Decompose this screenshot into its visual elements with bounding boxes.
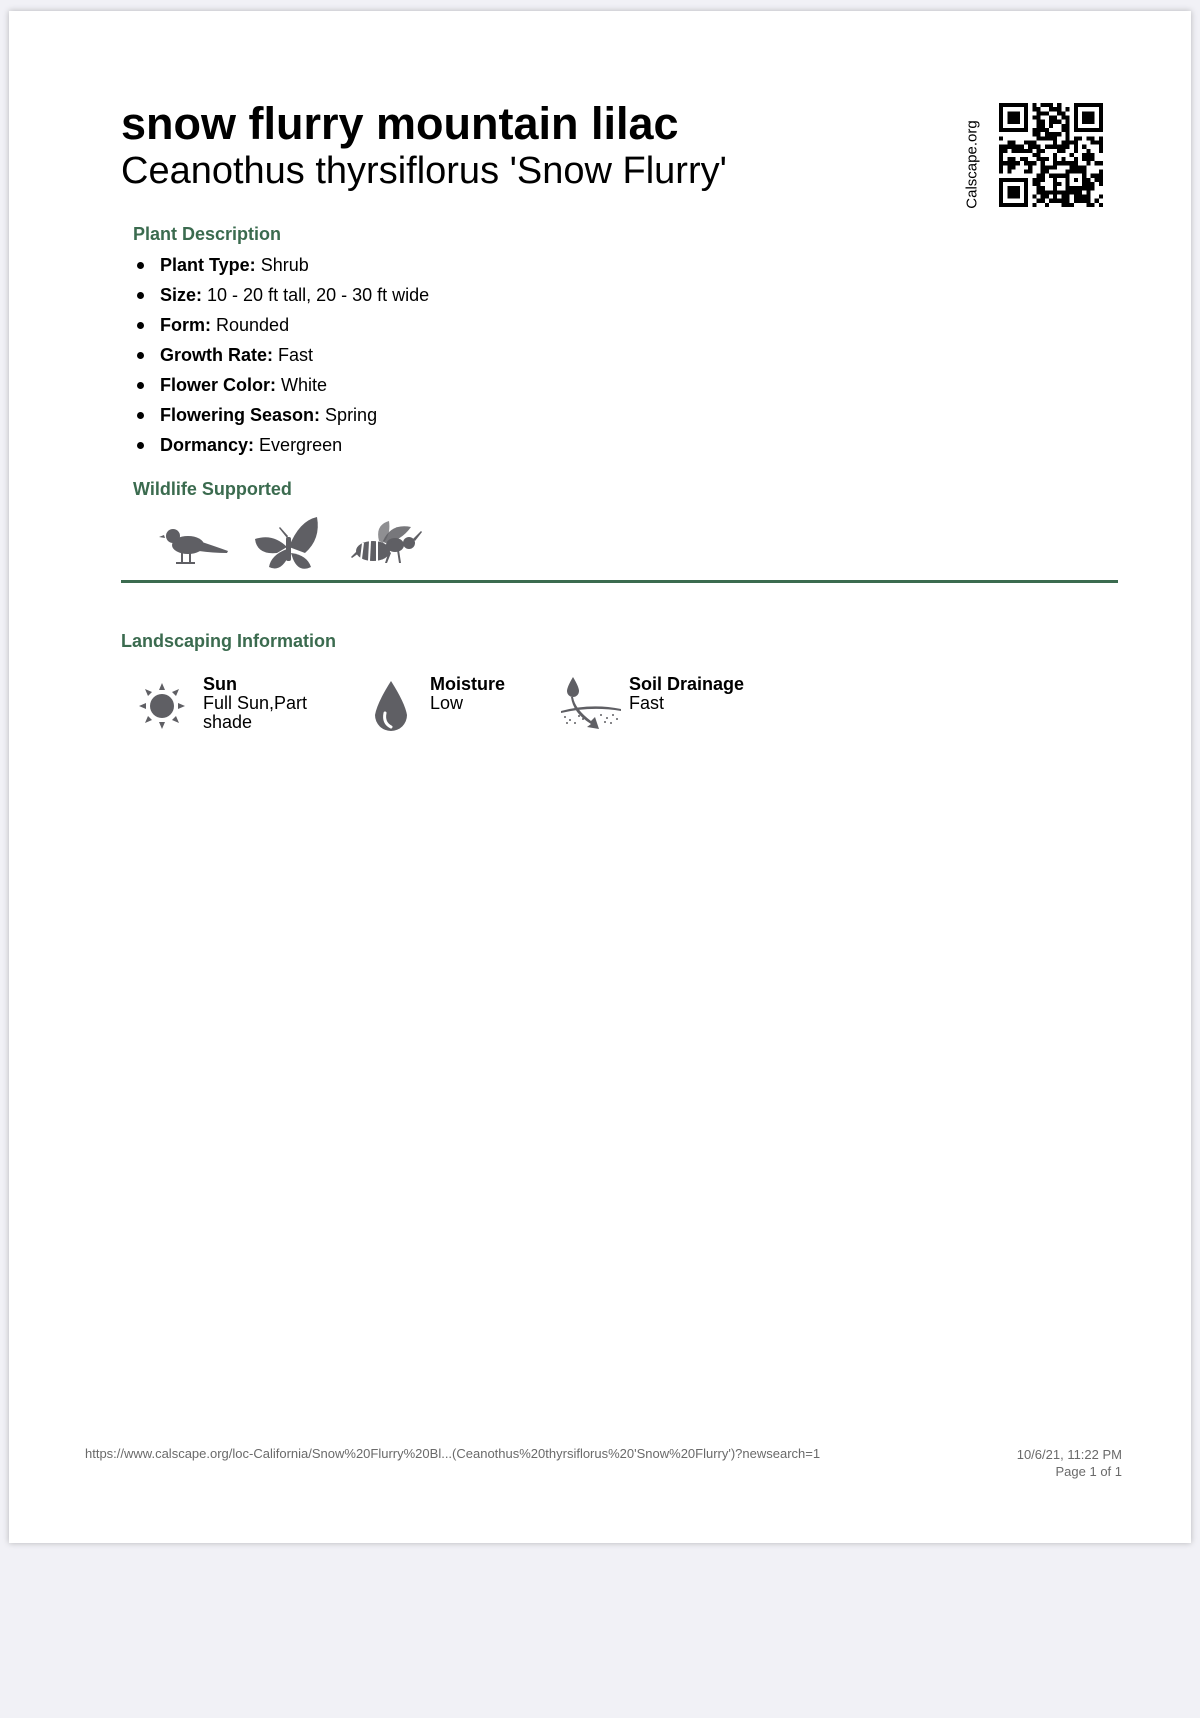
plant-scientific-name: Ceanothus thyrsiflorus 'Snow Flurry' <box>121 150 727 192</box>
printed-page <box>9 11 1191 1543</box>
list-item: Growth Rate: Fast <box>135 340 429 370</box>
landscaping-sun: Sun Full Sun,Part shade <box>203 674 308 732</box>
landscaping-heading: Landscaping Information <box>121 631 337 651</box>
footer-datetime: 10/6/21, 11:22 PM <box>1016 1447 1122 1462</box>
list-item: Flowering Season: Spring <box>135 400 429 430</box>
list-item: Plant Type: Shrub <box>135 250 429 280</box>
bee-icon <box>349 517 425 569</box>
bird-icon <box>159 521 231 569</box>
list-item: Form: Rounded <box>135 310 429 340</box>
butterfly-icon <box>253 515 325 573</box>
landscaping-moisture: Moisture Low <box>430 674 506 713</box>
water-drop-icon <box>371 679 411 735</box>
qr-label: Calscape.org <box>963 119 981 209</box>
list-item: Dormancy: Evergreen <box>135 430 429 460</box>
footer-url[interactable]: https://www.calscape.org/loc-California/Snow%20Flurry%20Bl...(Ceanothus%20thyrsiflorus%20'Snow%20Flurry')?newsearch=1 <box>85 1446 821 1461</box>
section-divider <box>121 580 1118 583</box>
plant-description-list <box>135 250 429 460</box>
landscaping-soil-drainage: Soil Drainage Fast <box>629 674 745 713</box>
soil-drainage-icon <box>561 675 621 733</box>
footer-page-number: Page 1 of 1 <box>1055 1464 1122 1479</box>
list-item: Flower Color: White <box>135 370 429 400</box>
qr-code-icon[interactable] <box>999 103 1103 207</box>
plant-description-heading: Plant Description <box>133 224 282 244</box>
footer-meta <box>969 1446 1122 1480</box>
sun-icon <box>137 681 187 731</box>
list-item: Size: 10 - 20 ft tall, 20 - 30 ft wide <box>135 280 429 310</box>
plant-common-name: snow flurry mountain lilac <box>121 98 679 149</box>
wildlife-heading: Wildlife Supported <box>133 479 292 499</box>
